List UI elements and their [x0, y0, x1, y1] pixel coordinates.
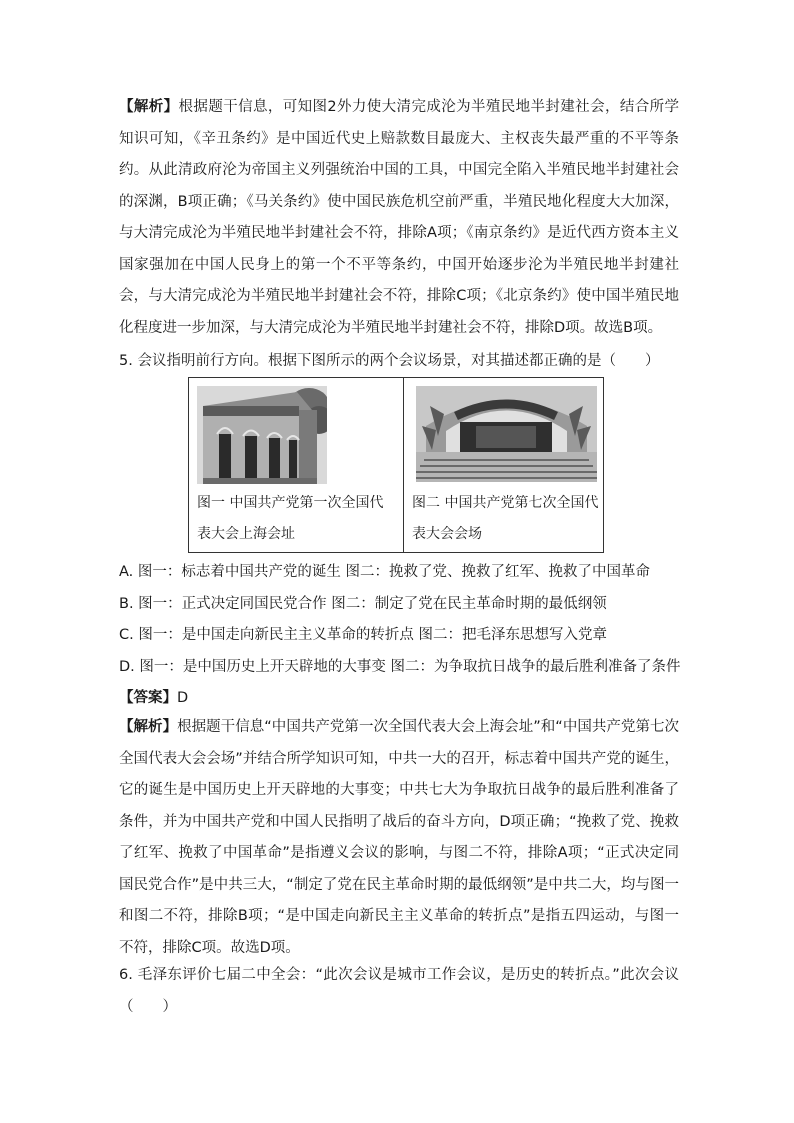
answer-line [119, 688, 689, 708]
congress-hall-image [416, 386, 597, 482]
analysis-text: 根据题干信息“中国共产党第一次全国代表大会上海会址”和“中国共产党第七次全国代表大会会场”并结合所学知识可知，中共一大的召开，标志着中国共产党的诞生，它的诞生是中国历史上开天辟地的大事变；中共七大为争取抗日战争的最后胜利准备了条件，并为中国共产党和中国人民指明了战后的奋斗方向，D项正确；“挽救了党、挽救了红军、挽救了中国革命”是指遵义会议的影响，与图二不符，排除A项；“正式决定同国民党合作”是中共三大，“制定了党在民主革命时期的最低纲领”是中共二大，均与图一和图二不符，排除B项；“是中国走向新民主主义革命的转折点”是指五四运动，与图一不符，排除C项。故选D项。 [119, 719, 679, 956]
shikumen-building-image [197, 386, 327, 484]
analysis-label: 【解析】 [119, 99, 179, 115]
figure-2-cell [404, 378, 603, 552]
option-b: B. 图一：正式决定同国民党合作 图二：制定了党在民主革命时期的最低纲领 [119, 596, 607, 612]
question-6-stem: 6. 毛泽东评价七届二中全会：“此次会议是城市工作会议，是历史的转折点。”此次会议（ ） [119, 967, 679, 1015]
figure-2-photo [416, 386, 597, 482]
figure-table [188, 377, 604, 553]
answer-value: D [177, 690, 189, 706]
answer-label: 【答案】 [119, 690, 177, 706]
analysis-label: 【解析】 [119, 719, 178, 735]
analysis-paragraph-q4 [119, 92, 679, 344]
option-d: D. 图一：是中国历史上开天辟地的大事变 图二：为争取抗日战争的最后胜利准备了条件 [119, 659, 681, 675]
question-5-stem: 5. 会议指明前行方向。根据下图所示的两个会议场景，对其描述都正确的是（ ） [119, 353, 660, 369]
figure-2-caption: 图二 中国共产党第七次全国代表大会会场 [412, 495, 599, 542]
figure-1-caption: 图一 中国共产党第一次全国代表大会上海会址 [197, 495, 384, 542]
option-a: A. 图一：标志着中国共产党的诞生 图二：挽救了党、挽救了红军、挽救了中国革命 [119, 564, 650, 580]
figure-1-photo [197, 386, 327, 484]
analysis-text: 根据题干信息，可知图2外力使大清完成沦为半殖民地半封建社会，结合所学知识可知，《辛丑条约》是中国近代史上赔款数目最庞大、主权丧失最严重的不平等条约。从此清政府沦为帝国主义列强统治中国的工具，中国完全陷入半殖民地半封建社会的深渊，B项正确；《马关条约》使中国民族危机空前严重，半殖民地化程度大大加深，与大清完成沦为半殖民地半封建社会不符，排除A项；《南京条约》是近代西方资本主义国家强加在中国人民身上的第一个不平等条约，中国开始逐步沦为半殖民地半封建社会，与大清完成沦为半殖民地半封建社会不符，排除C项；《北京条约》使中国半殖民地化程度进一步加深，与大清完成沦为半殖民地半封建社会不符，排除D项。故选B项。 [119, 99, 679, 336]
figure-1-cell [189, 378, 404, 552]
option-c: C. 图一：是中国走向新民主主义革命的转折点 图二：把毛泽东思想写入党章 [119, 627, 607, 643]
analysis-paragraph-q5 [119, 712, 679, 964]
